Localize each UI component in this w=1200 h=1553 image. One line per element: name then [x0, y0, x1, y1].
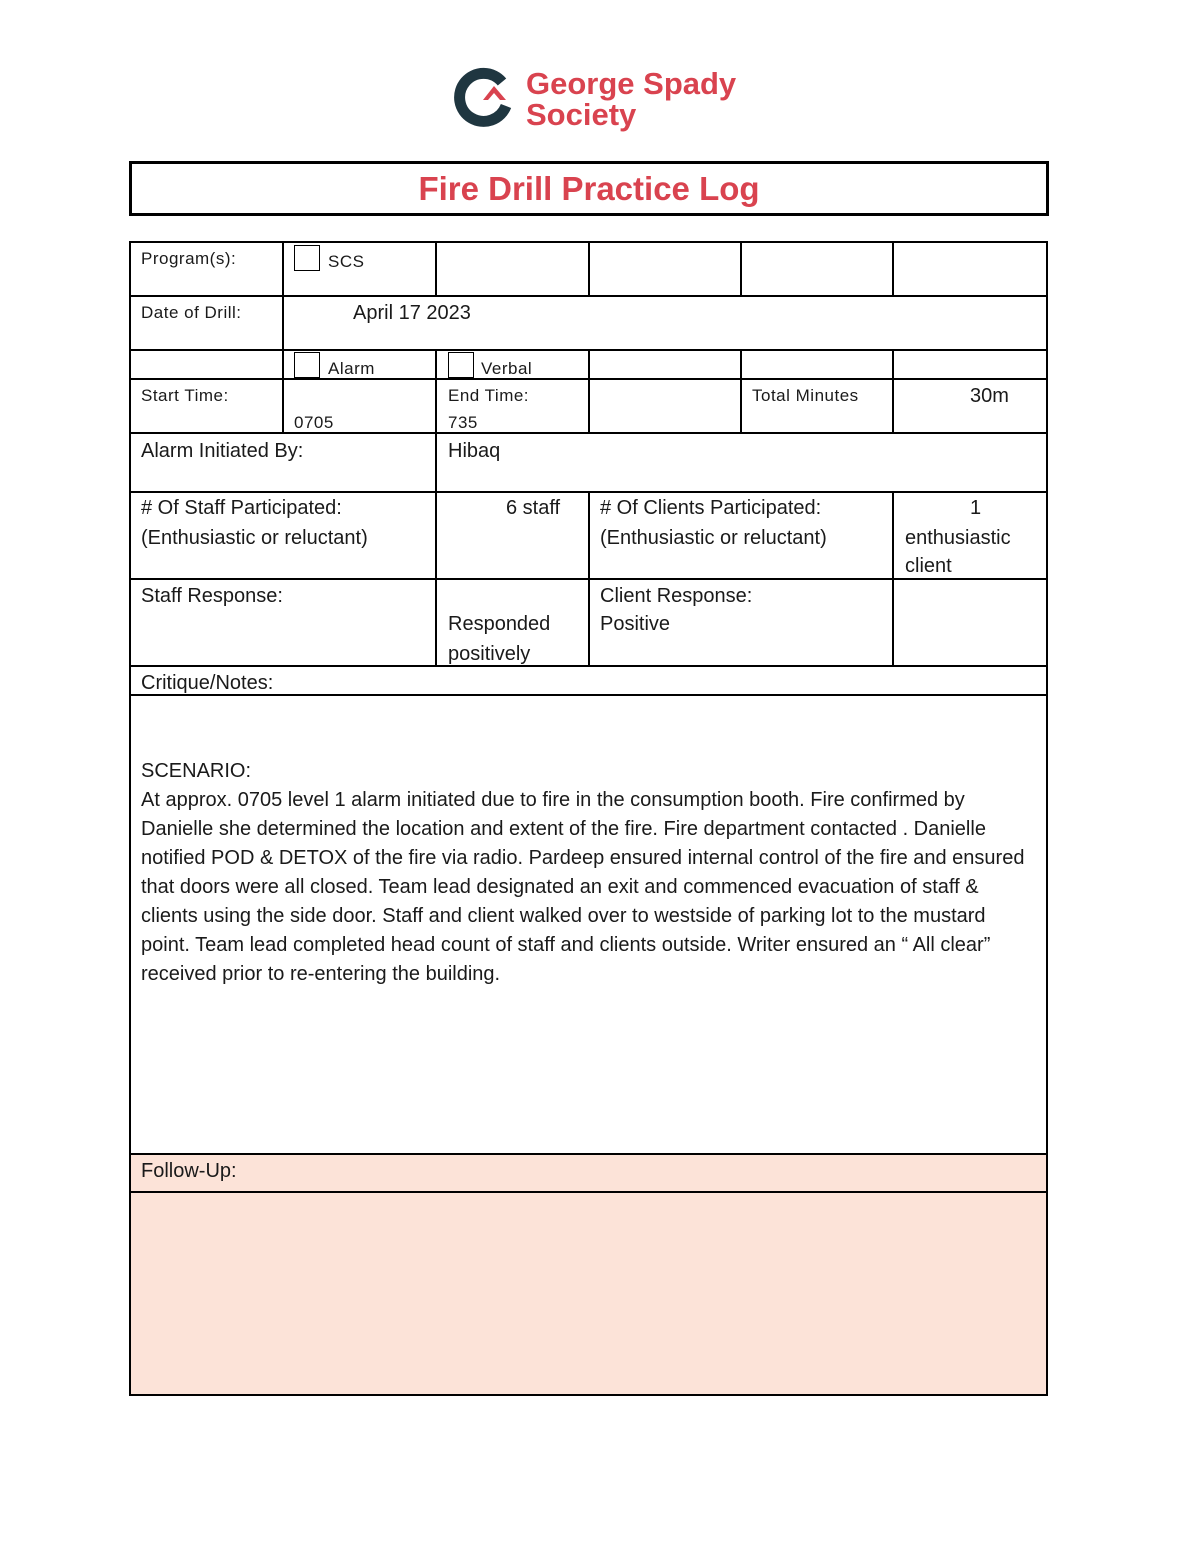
page-title: Fire Drill Practice Log [418, 170, 760, 207]
client-response-label: Client Response: [600, 585, 753, 607]
total-minutes-label: Total Minutes [752, 386, 859, 405]
column-divider [282, 241, 284, 434]
organization-logo [450, 66, 770, 138]
scs-option-label: SCS [328, 252, 365, 271]
clients-participated-value: client [905, 555, 952, 577]
client-response-value: Positive [600, 613, 671, 635]
total-minutes-value: 30m [970, 385, 1009, 407]
column-divider [892, 349, 894, 434]
row-divider [129, 1153, 1048, 1155]
staff-participated-value: 6 staff [506, 497, 561, 519]
title-box [129, 161, 1049, 216]
critique-label: Critique/Notes: [141, 672, 274, 694]
clients-participated-value: enthusiastic [905, 527, 1011, 549]
alarm-initiated-label: Alarm Initiated By: [141, 440, 304, 462]
column-divider [435, 349, 437, 667]
programs-label: Program(s): [141, 249, 237, 268]
george-spady-logo-icon [450, 66, 516, 132]
end-time-value: 735 [448, 413, 478, 432]
follow-up-label: Follow-Up: [141, 1160, 237, 1182]
verbal-option-label: Verbal [481, 359, 533, 378]
column-divider [588, 491, 590, 667]
clients-participated-label: # Of Clients Participated: [600, 497, 822, 519]
critique-notes-text: SCENARIO: At approx. 0705 level 1 alarm initiated due to fire in the consumption booth. Fire confirmed by Danielle she determined the location and extent of the fire. Fire department contacted . Danielle notified POD & DETOX of the fire via radio. Pardeep ensured internal control of the fire and ensured that doors were all closed. Team lead designated an exit and commenced evacuation of staff & clients using the side door. Staff and client walked over to westside of parking lot to the mustard point. Team lead completed head count of staff and clients outside. Writer ensured an “ All clear” received prior to re-entering the building. [141, 760, 1025, 985]
row-divider [129, 1191, 1048, 1193]
row-divider [129, 694, 1048, 696]
clients-participated-value: 1 [970, 497, 982, 519]
column-divider [892, 241, 894, 297]
staff-response-value: Responded [448, 613, 551, 635]
column-divider [588, 241, 590, 297]
column-divider [588, 349, 590, 434]
scs-checkbox[interactable] [294, 245, 320, 271]
verbal-checkbox[interactable] [448, 352, 474, 378]
date-label: Date of Drill: [141, 303, 242, 322]
staff-response-label: Staff Response: [141, 585, 283, 607]
logo-line-2: Society [526, 97, 637, 132]
date-value: April 17 2023 [353, 302, 471, 324]
start-time-value: 0705 [294, 413, 334, 432]
end-time-label: End Time: [448, 386, 530, 405]
column-divider [892, 491, 894, 667]
clients-participated-sub: (Enthusiastic or reluctant) [600, 527, 827, 549]
alarm-initiated-value: Hibaq [448, 440, 501, 462]
alarm-option-label: Alarm [328, 359, 375, 378]
logo-wordmark [526, 68, 736, 130]
staff-participated-label: # Of Staff Participated: [141, 497, 342, 519]
column-divider [435, 241, 437, 297]
column-divider [740, 349, 742, 434]
alarm-checkbox[interactable] [294, 352, 320, 378]
start-time-label: Start Time: [141, 386, 229, 405]
staff-participated-sub: (Enthusiastic or reluctant) [141, 527, 368, 549]
logo-line-1: George Spady [526, 66, 737, 101]
column-divider [740, 241, 742, 297]
staff-response-value: positively [448, 643, 531, 665]
